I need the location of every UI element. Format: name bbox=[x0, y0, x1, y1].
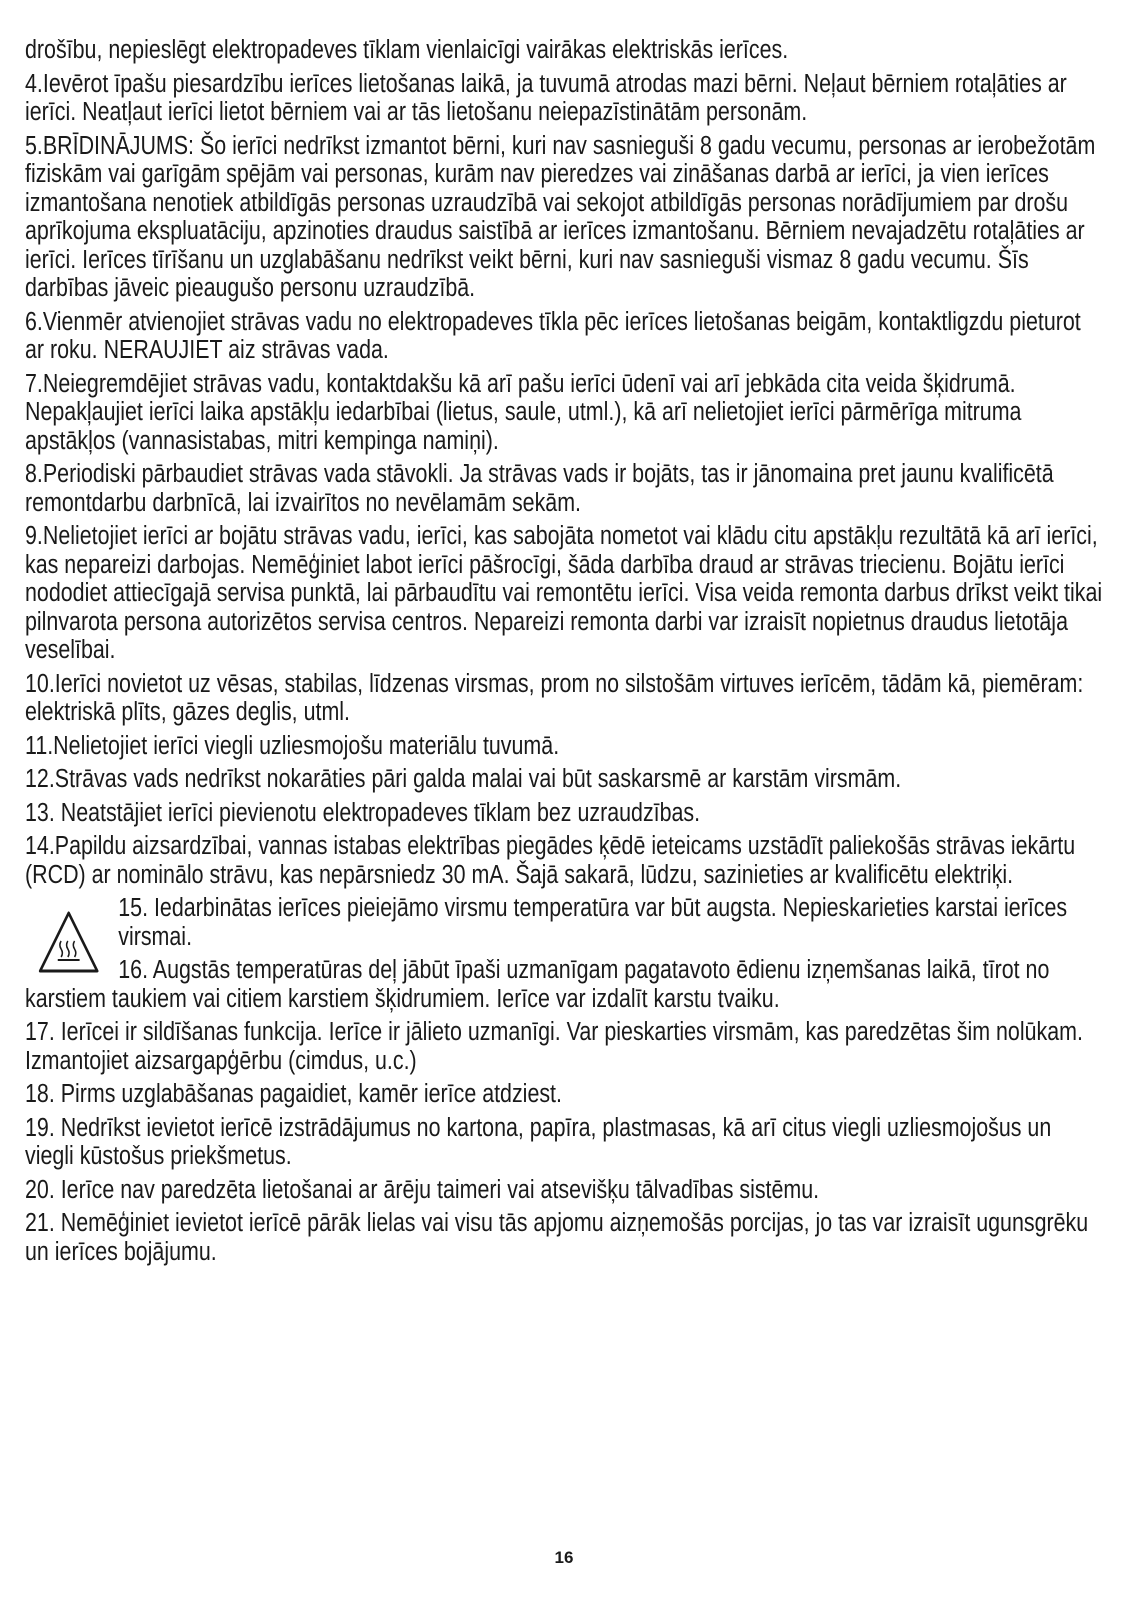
paragraph-10: 10.Ierīci novietot uz vēsas, stabilas, līdzenas virsmas, prom no silstošām virtuves ierīcēm, tādām kā, piemēram: elektriskā plīts, gāzes deglis, utml. bbox=[25, 669, 1084, 726]
paragraph-17: 17. Ierīcei ir sildīšanas funkcija. Ierīce ir jālieto uzmanīgi. Var pieskarties virsmām, kas paredzētas šim nolūkam. Izmantojiet aizsargapģērbu (cimdus, u.c.) bbox=[25, 1018, 1083, 1075]
paragraph-13: 13. Neatstājiet ierīci pievienotu elektropadeves tīklam bez uzraudzības. bbox=[25, 798, 701, 827]
paragraph-19: 19. Nedrīkst ievietot ierīcē izstrādājumus no kartona, papīra, plastmasas, kā arī citus viegli uzliesmojošus un viegli kūstošus priekšmetus. bbox=[25, 1113, 1052, 1170]
paragraph-14: 14.Papildu aizsardzībai, vannas istabas elektrības piegādes ķēdē ieteicams uzstādīt paliekošās strāvas iekārtu (RCD) ar nominālo strāvu, kas nepārsniedz 30 mA. Šajā sakarā, lūdzu, sazinieties ar kvalificētu elektriķi. bbox=[25, 832, 1076, 889]
paragraph-12: 12.Strāvas vads nedrīkst nokarāties pāri galda malai vai būt saskarsmē ar karstām virsmām. bbox=[25, 765, 902, 793]
paragraph-9: 9.Nelietojiet ierīci ar bojātu strāvas vadu, ierīci, kas sabojāta nometot vai klādu citu apstākļu rezultātā kā arī ierīci, kas nepareizi darbojas. Nemēģiniet labot ierīci pāšrocīgi, šāda darbība draud ar strāvas triecienu. Bojātu ierīci nododiet attiecīgajā servisa punktā, lai pārbaudītu vai remontētu ierīci. Visa veida remonta darbus drīkst veikt tikai pilnvarota persona autorizētos servisa centros. Nepareizi remonta darbi var izraisīt nopietnus draudus lietotāja veselībai. bbox=[25, 522, 1103, 664]
paragraph-4: 4.Ievērot īpašu piesardzību ierīces lietošanas laikā, ja tuvumā atrodas mazi bērni. Neļaut bērniem rotaļāties ar ierīci. Neatļaut ierīci lietot bērniem vai ar tās lietošanu neiepazīstinātām personām. bbox=[25, 69, 1067, 126]
paragraph-16 bbox=[25, 956, 1105, 1013]
paragraph-5: 5.BRĪDINĀJUMS: Šo ierīci nedrīkst izmantot bērni, kuri nav sasnieguši 8 gadu vecumu, personas ar ierobežotām fiziskām vai garīgām spējām vai personas, kurām nav pieredzes vai zināšanas darbā ar ierīci, ja vien ierīces izmantošana nenotiek atbildīgās personas uzraudzībā vai sekojot atbildīgās personas norādījumiem par drošu aprīkojuma ekspluatāciju, apzinoties draudus saistībā ar ierīces izmantošanu. Bērniem nevajadzētu rotaļāties ar ierīci. Ierīces tīrīšanu un uzglabāšanu nedrīkst veikt bērni, kuri nav sasnieguši vismaz 8 gadu vecumu. Šīs darbības jāveic pieaugušo personu uzraudzībā. bbox=[25, 131, 1096, 302]
paragraph-11: 11.Nelietojiet ierīci viegli uzliesmojošu materiālu tuvumā. bbox=[25, 731, 560, 760]
paragraph-3-cont: drošību, nepieslēgt elektropadeves tīklam vienlaicīgi vairākas elektriskās ierīces. bbox=[25, 36, 789, 64]
paragraph-20: 20. Ierīce nav paredzēta lietošanai ar ārēju taimeri vai atsevišķu tālvadības sistēmu. bbox=[25, 1175, 820, 1204]
page-number: 16 bbox=[554, 1548, 574, 1567]
document-body bbox=[25, 36, 1103, 1271]
paragraph-7: 7.Neiegremdējiet strāvas vadu, kontaktdakšu kā arī pašu ierīci ūdenī vai arī jebkāda cita veida šķidrumā. Nepakļaujiet ierīci laika apstākļu iedarbībai (lietus, saule, utml.), kā arī nelietojiet ierīci pārmērīga mitruma apstākļos (vannasistabas, mitri kempinga namiņi). bbox=[25, 369, 1022, 455]
hot-surface-warning-block bbox=[25, 894, 1105, 1013]
paragraph-18: 18. Pirms uzglabāšanas pagaidiet, kamēr ierīce atdziest. bbox=[25, 1080, 562, 1108]
paragraph-15: 15. Iedarbinātas ierīces pieiejāmo virsmu temperatūra var būt augsta. Nepieskarieties karstai ierīces virsmai. bbox=[118, 894, 1068, 951]
paragraph-16-text: 16. Augstās temperatūras deļ jābūt īpaši uzmanīgam pagatavoto ēdienu izņemšanas laikā, tīrot no karstiem taukiem vai citiem karstiem šķidrumiem. Ierīce var izdalīt karstu tvaiku. bbox=[25, 956, 1050, 1013]
paragraph-8: 8.Periodiski pārbaudiet strāvas vada stāvokli. Ja strāvas vads ir bojāts, tas ir jānomaina pret jaunu kvalificētā remontdarbu darbnīcā, lai izvairītos no nevēlamām sekām. bbox=[25, 460, 1054, 517]
hot-surface-warning-icon bbox=[38, 910, 100, 974]
paragraph-6: 6.Vienmēr atvienojiet strāvas vadu no elektropadeves tīkla pēc ierīces lietošanas beigām, kontaktligzdu pieturot ar roku. NERAUJIET aiz strāvas vada. bbox=[25, 307, 1081, 364]
paragraph-21: 21. Nemēģiniet ievietot ierīcē pārāk lielas vai visu tās apjomu aizņemošās porcijas, jo tas var izraisīt ugunsgrēku un ierīces bojājumu. bbox=[25, 1209, 1089, 1266]
